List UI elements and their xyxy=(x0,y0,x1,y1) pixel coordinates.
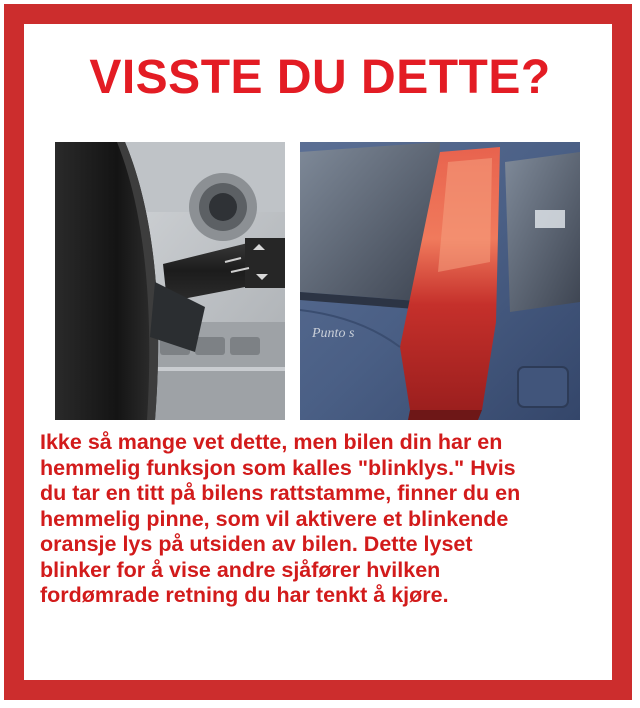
turn-signal-stalk-photo xyxy=(55,142,285,420)
car-badge: Punto s xyxy=(312,326,355,341)
car-tail-light-photo xyxy=(300,142,580,420)
body-text: Ikke så mange vet dette, men bilen din har en hemmelig funksjon som kalles "blinklys." Hvis du tar en titt på bilens rattstamme, finner du en hemmelig pinne, som vil aktivere et blinkende oransje lys på utsiden av bilen. Dette lyset blinker for å vise andre sjåfører hvilken fordømrade retning du har tenkt å kjøre. xyxy=(40,430,521,607)
poster-headline: VISSTE DU DETTE? xyxy=(89,51,551,104)
